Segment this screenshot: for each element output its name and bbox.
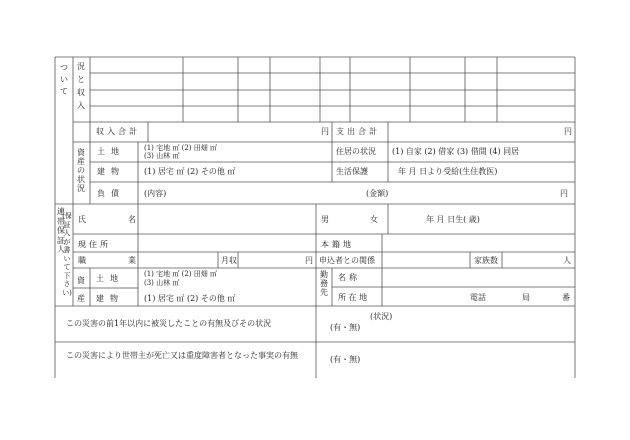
- debt-amount: (金額): [366, 189, 389, 198]
- section-label-guarantor-note: (保証人が書いて下さい): [62, 212, 72, 297]
- q1-situation-label: (状況): [370, 312, 393, 321]
- income-total-unit: 円: [321, 127, 329, 136]
- land-label: 土地: [97, 147, 125, 156]
- domicile-label: 本籍地: [321, 240, 354, 249]
- livelihood-protection-value: 年 月 日より受給(生住教医): [398, 167, 498, 176]
- workplace-name-label: 名称: [338, 273, 360, 282]
- q2-yes-no: (有・無): [330, 355, 361, 364]
- section-label-about: ついて: [60, 63, 68, 96]
- number-label: 番: [562, 293, 570, 302]
- relation-label: 申込者との関係: [319, 256, 375, 265]
- phone-label: 電話: [470, 293, 486, 302]
- sex-male: 男: [321, 215, 329, 224]
- exchange-label: 局: [522, 293, 530, 302]
- workplace-address-label: 所 在 地: [338, 293, 368, 302]
- birth-date: 年 月 日生( 歳): [426, 215, 480, 224]
- g-land-options-1: (1) 宅地 ㎡ (2) 田畑 ㎡: [144, 270, 217, 278]
- family-count-label: 家族数: [474, 256, 498, 265]
- income-total-label: 収入合計: [96, 127, 140, 136]
- g-building-options: (1) 居宅 ㎡ (2) その他 ㎡: [144, 294, 236, 303]
- name-label-1: 氏: [78, 215, 89, 224]
- q1-yes-no: (有・無): [330, 323, 361, 332]
- family-count-unit: 人: [563, 256, 571, 265]
- g-land-label: 土地: [96, 274, 124, 283]
- residence-status-label: 住居の状況: [336, 147, 376, 156]
- debt-yen: 円: [560, 189, 568, 198]
- row-label-workplace: 勤務先: [320, 270, 328, 297]
- land-options-line1: (1) 宅地 ㎡ (2) 田畑 ㎡: [144, 144, 217, 152]
- address-label: 現住所: [78, 240, 111, 249]
- occupation-label-2: 業: [128, 256, 136, 265]
- section-label-guarantor: 連帯保証人: [57, 207, 65, 254]
- question-prior-disaster: この災害の前1年以内に被災したことの有無及びその状況: [66, 319, 272, 328]
- section-label-income-status: 況と収入: [77, 62, 85, 110]
- monthly-income-label: 月収: [221, 256, 237, 265]
- question-death-disability: この災害により世帯主が死亡又は重度障害者となった事実の有無: [66, 351, 298, 360]
- g-land-options-2: (3) 山林 ㎡: [144, 279, 180, 287]
- sex-female: 女: [370, 215, 378, 224]
- section-label-assets-status: 資産の状況: [77, 148, 85, 193]
- expense-total-unit: 円: [564, 127, 572, 136]
- land-options-line2: (3) 山林 ㎡: [144, 152, 180, 160]
- debt-label: 負債: [97, 189, 125, 198]
- livelihood-protection-label: 生活保護: [336, 167, 368, 176]
- occupation-label-1: 職: [78, 256, 86, 265]
- debt-details: (内容): [144, 189, 167, 198]
- row-label-assets: 資産: [77, 276, 85, 303]
- building-options: (1) 居宅 ㎡ (2) その他 ㎡: [144, 167, 236, 176]
- monthly-income-yen: 円: [305, 256, 313, 265]
- name-label-2: 名: [128, 215, 136, 224]
- residence-status-options: (1) 自家 (2) 借家 (3) 借間 (4) 同居: [392, 147, 520, 156]
- expense-total-label: 支出合計: [336, 127, 380, 136]
- building-label: 建物: [97, 167, 125, 176]
- g-building-label: 建物: [96, 294, 124, 303]
